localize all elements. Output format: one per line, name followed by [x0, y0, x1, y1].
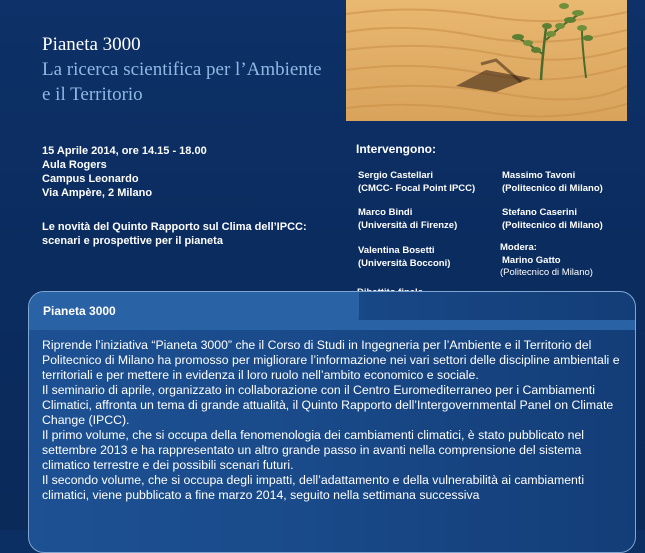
panel-paragraph: Il seminario di aprile, organizzato in collaborazione con il Centro Euromediterraneo per i Cambiamenti Climatici, affronta un tema di grande attualità, il Quinto Rapporto dell’Intergovernmental Panel on Climate Change (IPCC). [42, 383, 614, 427]
event-campus: Campus Leonardo [42, 173, 139, 185]
event-room: Aula Rogers [42, 159, 107, 171]
speaker-item [502, 207, 603, 232]
panel-paragraph: Il secondo volume, che si occupa degli impatti, dell’adattamento e della vulnerabilità ai cambiamenti climatici, viene pubblicato a fine marzo 2014, seguito nella settimana successiva [42, 473, 585, 502]
event-info [42, 144, 207, 200]
moderator-label: Modera: [500, 242, 537, 253]
speaker-item [358, 245, 450, 270]
speaker-item [358, 207, 457, 232]
topic-line-1: Le novità del Quinto Rapporto sul Clima dell’IPCC: [42, 221, 307, 233]
event-title: Pianeta 3000 [42, 34, 141, 55]
speaker-name: Marco Bindi [358, 207, 413, 218]
moderator-affiliation: (Politecnico di Milano) [500, 267, 593, 278]
speaker-affiliation: (Politecnico di Milano) [502, 219, 603, 231]
moderator [500, 242, 593, 280]
speaker-affiliation: (Università di Firenze) [358, 219, 458, 231]
speaker-name: Stefano Caserini [502, 207, 577, 218]
speaker-affiliation: (Università Bocconi) [358, 257, 451, 269]
moderator-name: Marino Gatto [502, 254, 561, 266]
event-subtitle: La ricerca scientifica per l’Ambiente e il Territorio [42, 59, 322, 105]
panel-body [42, 338, 627, 503]
panel-paragraph: Riprende l’iniziativa “Pianeta 3000” che il Corso di Studi in Ingegneria per l’Ambiente e il Territorio del Politecnico di Milano ha promosso per migliorare l’informazione nei vari settori delle discipline ambientali e territoriali e per mettere in evidenza il loro ruolo nell’ambito economico e sociale. [42, 338, 620, 382]
panel-title: Pianeta 3000 [43, 304, 116, 318]
speaker-affiliation: (CMCC- Focal Point IPCC) [358, 182, 476, 194]
topic-line-2: scenari e prospettive per il pianeta [42, 235, 223, 247]
speaker-affiliation: (Politecnico di Milano) [502, 182, 603, 194]
speaker-name: Valentina Bosetti [358, 245, 435, 256]
speakers-heading: Intervengono: [356, 142, 436, 156]
panel-paragraph: Il primo volume, che si occupa della fenomenologia dei cambiamenti climatici, è stato pubblicato nel settembre 2013 e ha rappresentato un altro grande passo in avanti nella comprensione del sistema climatico terrestre e dei possibili scenari futuri. [42, 428, 585, 472]
speaker-item [502, 170, 603, 195]
desert-plant-photo [346, 0, 627, 121]
speaker-item [358, 170, 475, 195]
speaker-name: Sergio Castellari [358, 170, 433, 181]
event-address: Via Ampère, 2 Milano [42, 187, 153, 199]
event-topic [42, 220, 342, 248]
event-date-time: 15 Aprile 2014, ore 14.15 - 18.00 [42, 145, 207, 157]
speaker-name: Massimo Tavoni [502, 170, 576, 181]
description-panel [28, 291, 636, 553]
